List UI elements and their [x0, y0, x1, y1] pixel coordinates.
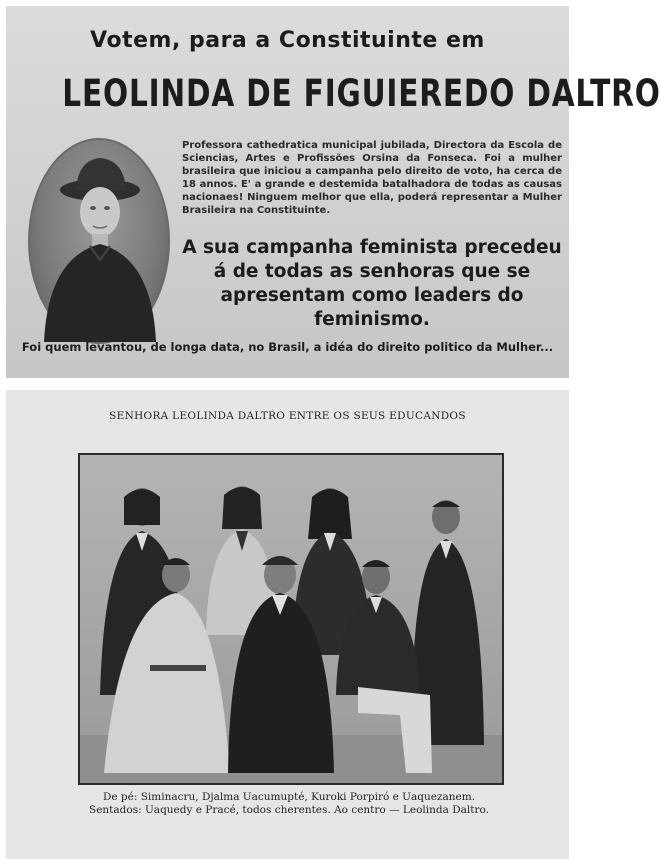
magazine-page — [6, 390, 569, 859]
campaign-poster — [6, 6, 661, 378]
candidate-name: LEOLINDA DE FIGUIEREDO DALTRO — [62, 72, 661, 115]
candidate-portrait — [28, 138, 170, 344]
candidate-bio: Professora cathedratica municipal jubilada, Directora da Escola de Sciencias, Artes e Profissões Orsina da Fonseca. Foi a mulher brasileira que iniciou a campanha pelo direito de voto, ha cerca de 18 annos. E' a grande e destemida batalhadora de todas as causas nacionaes! Ninguem melhor que ella, poderá representar a Mulher Brasileira na Constituinte. — [182, 140, 562, 216]
portrait-illustration — [30, 140, 168, 342]
poster-footer: Foi quem levantou, de longa data, no Brasil, a idéa do direito politico da Mulher... — [21, 340, 554, 354]
group-photograph — [78, 453, 504, 785]
group-photo-illustration — [80, 455, 502, 783]
photo-title: SENHORA LEOLINDA DALTRO ENTRE OS SEUS EDUCANDOS — [109, 410, 466, 422]
photo-caption: De pé: Siminacru, Djalma Uacumupté, Kuroki Porpiró e Uaquezanem. Sentados: Uaquedy e Pracé, todos cherentes. Ao centro — Leolinda Daltro. — [89, 791, 489, 816]
campaign-slogan: A sua campanha feminista precedeu á de todas as senhoras que se apresentam como leaders do feminismo. — [182, 237, 562, 330]
poster-headline: Votem, para a Constituinte em — [90, 28, 485, 53]
